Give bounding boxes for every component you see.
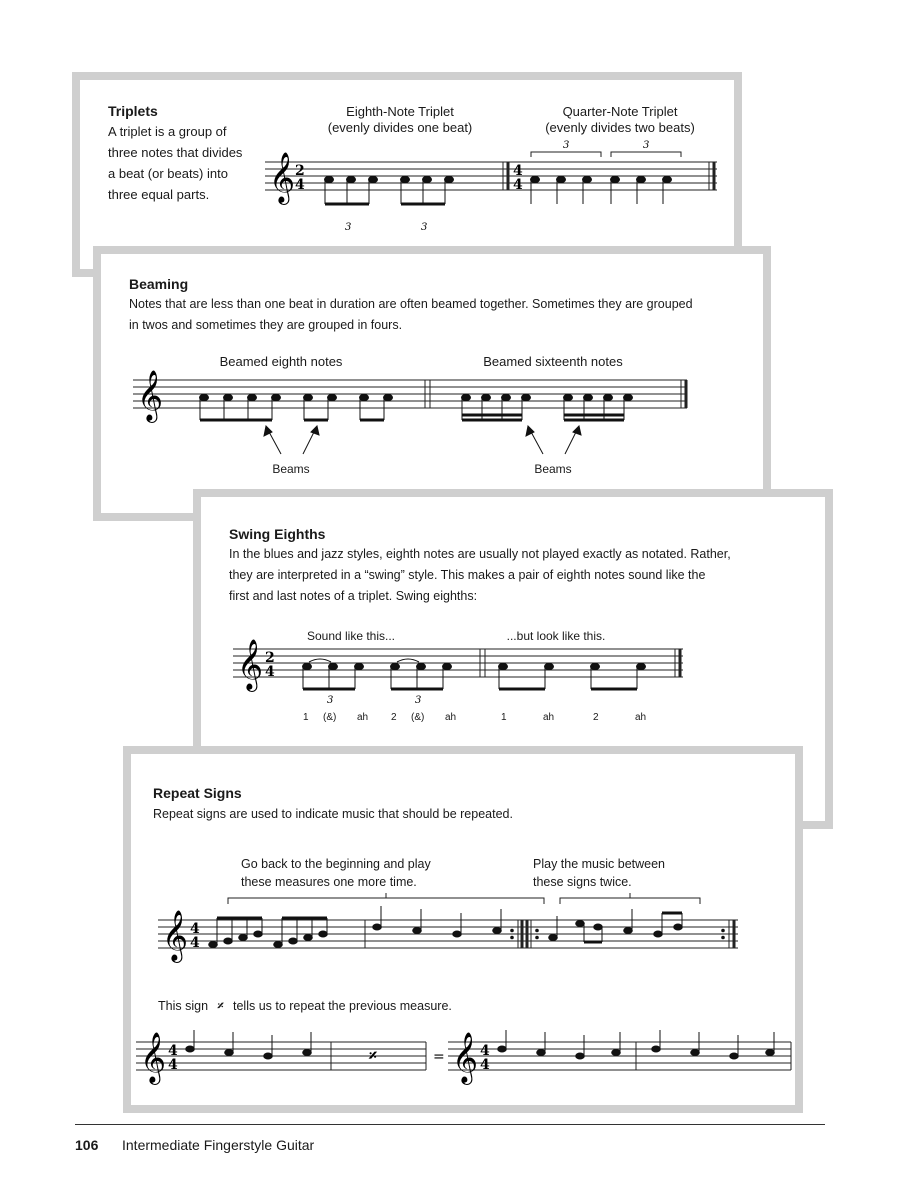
treble-clef-icon: 𝄞 [269,152,296,203]
triplets-desc-line: a beat (or beats) into [108,166,228,181]
note [413,928,422,934]
note [594,924,603,930]
note [325,176,334,182]
note [584,394,593,400]
time-signature: 4 [513,163,523,179]
note [499,663,508,669]
note [391,663,400,669]
triplet-mark: 3 [421,222,428,233]
triplet-mark: 3 [563,140,570,151]
sound-like-label: Sound like this... [306,629,396,643]
swing-desc-line: In the blues and jazz styles, eighth notes are usually not played exactly as notated. Rather, [229,547,731,561]
triplets-desc-line: three notes that divides [108,145,243,160]
count-label: 1 [501,712,507,723]
arrow-icon [303,430,315,454]
beaming-panel [93,246,771,521]
note [652,1046,661,1052]
repeat-staff-2 [136,1030,796,1100]
sign-text-after: tells us to repeat the previous measure. [233,999,452,1013]
footer-rule [75,1124,825,1125]
repeat-dot [535,936,539,940]
count-label: 1 [303,712,309,723]
beamed-eighth-label: Beamed eighth notes [219,354,343,369]
triplet-mark: 3 [345,222,352,233]
note [274,942,283,948]
sign-text-before: This sign [158,999,209,1013]
note [329,663,338,669]
note [304,394,313,400]
note [624,928,633,934]
note [200,394,209,400]
treble-clef-icon: 𝄞 [452,1032,479,1083]
page-number: 106 [75,1137,99,1153]
note [304,935,313,941]
note [576,1053,585,1059]
arrow-icon [565,430,577,454]
repeat-dot [535,929,539,933]
note [537,1050,546,1056]
note [766,1050,775,1056]
equals-sign: = [433,1049,445,1065]
note [453,931,462,937]
repeat-description: Repeat signs are used to indicate music that should be repeated. [153,807,513,821]
look-like-label: ...but look like this. [506,629,606,643]
arrow-icon [268,430,281,454]
note [482,394,491,400]
count-label: ah [543,712,555,723]
beamed-sixteenth-label: Beamed sixteenth notes [483,354,623,369]
note [654,931,663,937]
time-signature: 4 [480,1043,490,1059]
note [531,176,540,182]
time-signature: 4 [513,177,523,193]
note [443,663,452,669]
time-signature: 4 [295,177,305,193]
note [576,921,585,927]
note [591,663,600,669]
measure-repeat-icon: 𝄎 [217,999,224,1013]
swing-desc-line: first and last notes of a triplet. Swing eighths: [229,589,478,603]
note [498,1046,507,1052]
triplet-mark: 3 [415,695,422,706]
beams-label: Beams [534,462,572,476]
note [502,394,511,400]
note [289,938,298,944]
note [445,176,454,182]
note [612,1050,621,1056]
caption-line: (evenly divides two beats) [545,120,695,135]
measure-repeat-icon: 𝄎 [369,1046,377,1065]
treble-clef-icon: 𝄞 [237,639,264,690]
caption-line: Eighth-Note Triplet [346,104,454,119]
swing-staff [233,637,693,737]
repeat-dot [721,936,725,940]
beaming-staff [133,370,703,480]
note [462,394,471,400]
caption-line: Play the music between [533,857,666,871]
triplets-description [108,121,258,205]
caption-line: (evenly divides one beat) [327,120,473,135]
note [730,1053,739,1059]
caption-line: Quarter-Note Triplet [562,104,678,119]
triplet-mark: 3 [643,140,650,151]
note [303,1050,312,1056]
note [637,663,646,669]
note [663,176,672,182]
note [369,176,378,182]
arrow-icon [530,430,543,454]
note [564,394,573,400]
note [254,931,263,937]
note [224,938,233,944]
tie [397,659,419,662]
count-label: ah [357,712,369,723]
note [401,176,410,182]
note [360,394,369,400]
caption-line: these measures one more time. [241,875,417,889]
beaming-title: Beaming [129,276,189,292]
time-signature: 4 [265,664,275,680]
beaming-description [129,294,769,336]
note [691,1050,700,1056]
note [624,394,633,400]
note [224,394,233,400]
treble-clef-icon: 𝄞 [162,910,189,961]
book-title: Intermediate Fingerstyle Guitar [122,1137,315,1153]
time-signature: 4 [190,921,200,937]
count-label: ah [635,712,647,723]
note [637,176,646,182]
triplet-mark: 3 [327,695,334,706]
note [355,663,364,669]
caption-line: Go back to the beginning and play [241,857,431,871]
triplets-title: Triplets [108,103,158,119]
swing-title: Swing Eighths [229,526,326,542]
time-signature: 4 [480,1057,490,1073]
note [239,935,248,941]
note [674,924,683,930]
note [373,924,382,930]
note [303,663,312,669]
count-label: 2 [593,712,599,723]
repeat-staff-1 [158,890,748,980]
note [417,663,426,669]
note [186,1046,195,1052]
note [328,394,337,400]
beaming-desc-line: Notes that are less than one beat in duration are often beamed together. Sometimes they are grouped [129,297,693,311]
note [319,931,328,937]
beams-label: Beams [272,462,310,476]
treble-clef-icon: 𝄞 [137,370,164,421]
repeat-dot [510,936,514,940]
note [225,1050,234,1056]
time-signature: 2 [265,650,275,666]
triplets-staff [265,142,725,252]
note [583,176,592,182]
note [557,176,566,182]
note [272,394,281,400]
triplet-bracket [611,152,681,157]
time-signature: 4 [168,1043,178,1059]
sign-explanation [158,996,658,1017]
beaming-desc-line: in twos and sometimes they are grouped in fours. [129,318,403,332]
note [384,394,393,400]
note [493,928,502,934]
note [549,935,558,941]
note [264,1053,273,1059]
time-signature: 4 [190,935,200,951]
note [248,394,257,400]
note [347,176,356,182]
treble-clef-icon: 𝄞 [140,1032,167,1083]
count-label: (&) [323,712,337,723]
repeat-dot [721,929,725,933]
count-label: ah [445,712,457,723]
note [545,663,554,669]
time-signature: 2 [295,163,305,179]
note [611,176,620,182]
time-signature: 4 [168,1057,178,1073]
note [604,394,613,400]
swing-description [229,544,829,607]
tie [309,659,331,662]
go-back-caption [241,855,491,891]
triplets-desc-line: A triplet is a group of [108,124,227,139]
quarter-triplet-caption [520,104,720,136]
eighth-triplet-caption [300,104,500,136]
triplets-desc-line: three equal parts. [108,187,210,202]
play-between-caption [533,855,733,891]
count-label: (&) [411,712,425,723]
swing-desc-line: they are interpreted in a “swing” style. This makes a pair of eighth notes sound like the [229,568,706,582]
repeat-signs-panel [123,746,803,1113]
repeat-title: Repeat Signs [153,785,242,801]
note [423,176,432,182]
triplet-bracket [531,152,601,157]
repeat-dot [510,929,514,933]
count-label: 2 [391,712,397,723]
caption-line: these signs twice. [533,875,632,889]
note [209,942,218,948]
note [522,394,531,400]
